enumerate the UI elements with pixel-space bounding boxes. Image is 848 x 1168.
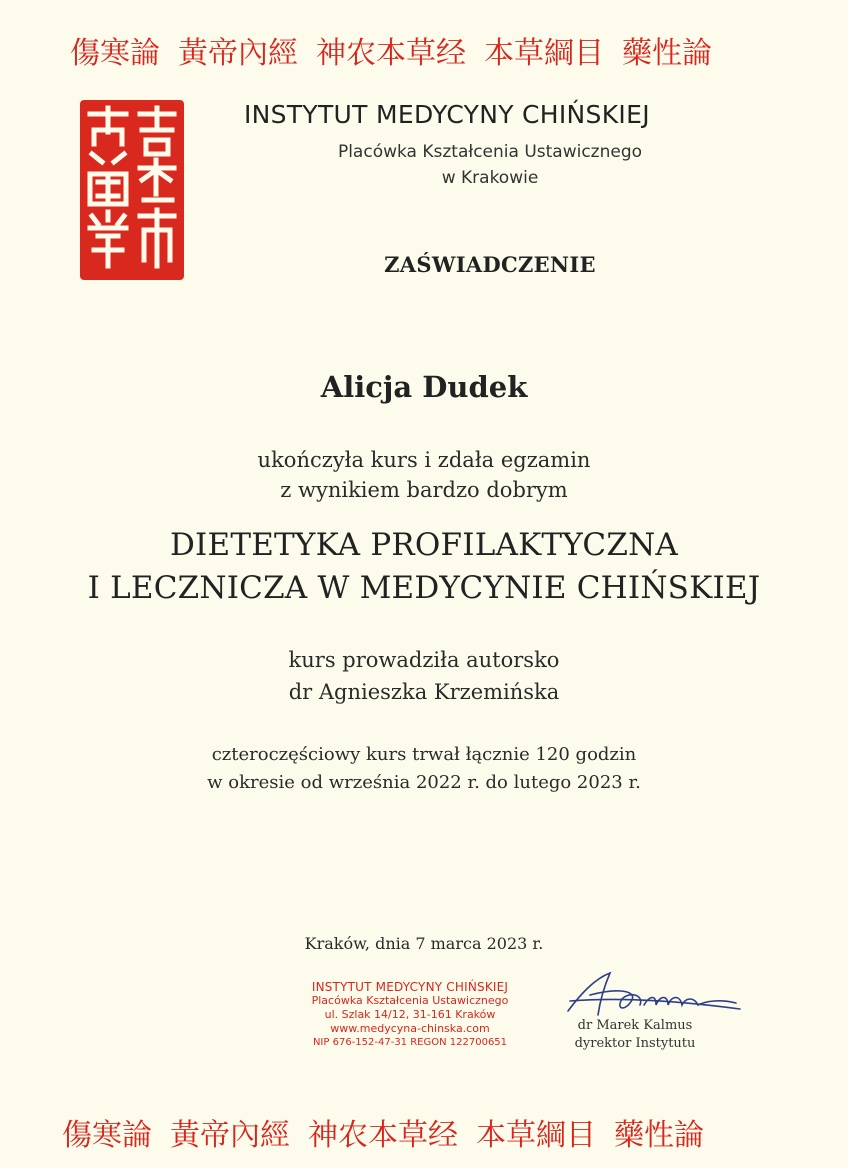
signature-icon [560,965,750,1025]
stamp-website: www.medycyna-chinska.com [330,1022,490,1035]
chinese-footer-5: 藥性論 [614,1118,704,1153]
chinese-footer-4: 本草綱目 [476,1118,596,1153]
stamp-ids: NIP 676-152-47-31 REGON 122700651 [312,1037,508,1048]
signatory-role: dyrektor Instytutu [574,1036,696,1051]
recipient-name: Alicja Dudek [320,370,528,404]
instructor-line-1: kurs prowadziła autorsko [288,648,560,672]
chinese-header-row [70,28,712,72]
course-title-line-1: DIETETYKA PROFILAKTYCZNA [170,527,678,563]
stamp-address: ul. Szlak 14/12, 31-161 Kraków [324,1008,496,1021]
duration-line-1: czteroczęściowy kurs trwał łącznie 120 godzin [211,744,637,765]
chinese-title-2: 黃帝內經 [178,36,298,71]
institute-name: INSTYTUT MEDYCYNY CHIŃSKIEJ [244,100,650,129]
instructor-name: dr Agnieszka Krzemińska [288,680,560,704]
certificate-heading: ZAŚWIADCZENIE [384,252,596,277]
completion-line-1: ukończyła kurs i zdała egzamin [257,448,591,472]
institute-seal [80,100,184,280]
seal-glyphs-icon [80,100,184,280]
chinese-title-4: 本草綱目 [484,36,604,71]
duration-line-2: w okresie od września 2022 r. do lutego 2023 r. [207,772,641,793]
institute-city: w Krakowie [441,168,539,188]
institute-subtitle: Placówka Kształcenia Ustawicznego [337,142,643,162]
signatory-name: dr Marek Kalmus [577,1018,693,1033]
chinese-footer-row [62,1110,704,1154]
completion-line-2: z wynikiem bardzo dobrym [280,478,568,502]
stamp-subtitle: Placówka Kształcenia Ustawicznego [311,994,509,1007]
course-title-line-2: I LECZNICZA W MEDYCYNIE CHIŃSKIEJ [87,570,761,606]
chinese-footer-1: 傷寒論 [62,1118,152,1153]
chinese-title-5: 藥性論 [622,36,712,71]
stamp-name: INSTYTUT MEDYCYNY CHIŃSKIEJ [311,980,509,994]
institute-stamp [260,980,560,1050]
chinese-footer-2: 黃帝內經 [170,1118,290,1153]
chinese-title-1: 傷寒論 [70,36,160,71]
chinese-title-3: 神农本草经 [316,36,466,71]
chinese-footer-3: 神农本草经 [308,1118,458,1153]
place-date: Kraków, dnia 7 marca 2023 r. [304,934,544,953]
